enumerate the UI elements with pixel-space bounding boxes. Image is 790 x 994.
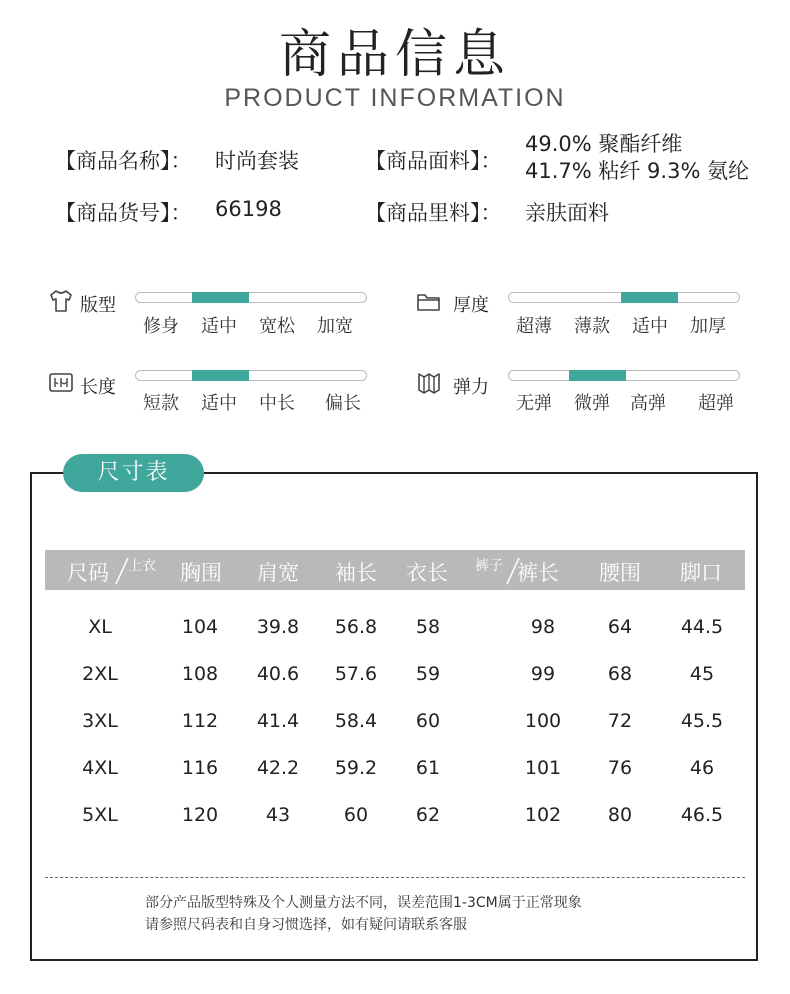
folder-icon: [416, 289, 442, 315]
table-cell: 40.6: [256, 663, 300, 685]
attr-fit-option: 加宽: [317, 316, 353, 337]
attr-thickness-option: 薄款: [574, 316, 610, 337]
header-col: 腰围: [599, 561, 641, 585]
attr-elasticity-option: 高弹: [630, 393, 666, 414]
row-size: 2XL: [82, 663, 118, 685]
attr-fit-label: 版型: [80, 295, 116, 316]
attr-length-option: 中长: [259, 393, 295, 414]
table-cell: 46.5: [680, 804, 724, 826]
size-table-header: [45, 550, 745, 590]
product-lining-value: 亲肤面料: [525, 201, 609, 225]
product-fabric-label: 【商品面料】：: [365, 149, 502, 173]
table-cell: 61: [415, 757, 441, 779]
table-cell: 99: [530, 663, 556, 685]
table-cell: 41.4: [256, 710, 300, 732]
row-size: 5XL: [82, 804, 118, 826]
row-size: 3XL: [82, 710, 118, 732]
ruler-icon: [48, 370, 74, 396]
table-cell: 120: [181, 804, 219, 826]
table-cell: 62: [415, 804, 441, 826]
attr-length-option: 偏长: [325, 393, 361, 414]
table-cell: 108: [181, 663, 219, 685]
header-pants-label: 裤子: [475, 558, 503, 574]
table-cell: 68: [607, 663, 633, 685]
table-cell: 112: [181, 710, 219, 732]
attr-elasticity-fill: [569, 370, 626, 381]
attr-length-fill: [192, 370, 249, 381]
table-cell: 45: [689, 663, 715, 685]
page-title: 商品信息: [278, 25, 511, 85]
table-cell: 101: [524, 757, 562, 779]
attr-length: [48, 370, 74, 400]
table-cell: 56.8: [334, 616, 378, 638]
product-fabric-line1: 49.0% 聚酯纤维: [525, 132, 683, 156]
product-sku-value: 66198: [215, 197, 282, 221]
product-name-label: 【商品名称】：: [55, 149, 192, 173]
table-cell: 72: [607, 710, 633, 732]
size-table-tab: 尺寸表: [63, 454, 204, 492]
row-size: 4XL: [82, 757, 118, 779]
table-cell: 59: [415, 663, 441, 685]
attr-thickness-option: 适中: [632, 316, 668, 337]
table-cell: 46: [689, 757, 715, 779]
table-cell: 58.4: [334, 710, 378, 732]
table-cell: 58: [415, 616, 441, 638]
product-fabric-line2: 41.7% 粘纤 9.3% 氨纶: [525, 159, 750, 183]
attr-fit: [48, 288, 74, 318]
attr-thickness-fill: [621, 292, 678, 303]
header-col: 胸围: [180, 561, 222, 585]
table-cell: 76: [607, 757, 633, 779]
row-size: XL: [88, 616, 112, 638]
attr-fit-option: 适中: [201, 316, 237, 337]
attr-elasticity: [416, 369, 442, 399]
table-cell: 116: [181, 757, 219, 779]
note-line-1: 部分产品版型特殊及个人测量方法不同，误差范围1-3CM属于正常现象: [145, 895, 582, 911]
attr-fit-option: 宽松: [259, 316, 295, 337]
attr-length-label: 长度: [80, 377, 116, 398]
divider: [45, 877, 745, 878]
table-cell: 100: [524, 710, 562, 732]
product-lining-label: 【商品里料】：: [365, 201, 502, 225]
tshirt-icon: [48, 288, 74, 314]
table-cell: 60: [415, 710, 441, 732]
stretch-icon: [416, 369, 442, 395]
attr-fit-option: 修身: [143, 316, 179, 337]
header-col: 衣长: [406, 561, 448, 585]
header-divider: [115, 556, 129, 586]
attr-thickness: [416, 289, 442, 319]
attr-elasticity-label: 弹力: [453, 377, 489, 398]
header-col: 肩宽: [257, 561, 299, 585]
product-name-value: 时尚套装: [215, 149, 299, 173]
attr-elasticity-option: 无弹: [516, 393, 552, 414]
header-col: 裤长: [517, 561, 559, 585]
attr-length-option: 适中: [201, 393, 237, 414]
table-cell: 39.8: [256, 616, 300, 638]
attr-thickness-label: 厚度: [453, 295, 489, 316]
page-subtitle: PRODUCT INFORMATION: [224, 84, 566, 112]
table-cell: 45.5: [680, 710, 724, 732]
product-sku-label: 【商品货号】：: [55, 201, 192, 225]
attr-length-track: [135, 370, 367, 381]
table-cell: 64: [607, 616, 633, 638]
attr-elasticity-option: 超弹: [698, 393, 734, 414]
table-cell: 98: [530, 616, 556, 638]
attr-fit-fill: [192, 292, 249, 303]
table-cell: 42.2: [256, 757, 300, 779]
attr-fit-track: [135, 292, 367, 303]
table-cell: 80: [607, 804, 633, 826]
table-cell: 57.6: [334, 663, 378, 685]
table-cell: 104: [181, 616, 219, 638]
table-cell: 60: [343, 804, 369, 826]
table-cell: 102: [524, 804, 562, 826]
attr-thickness-track: [508, 292, 740, 303]
attr-length-option: 短款: [143, 393, 179, 414]
attr-thickness-option: 加厚: [690, 316, 726, 337]
header-col: 袖长: [335, 561, 377, 585]
table-cell: 43: [265, 804, 291, 826]
attr-elasticity-track: [508, 370, 740, 381]
note-line-2: 请参照尺码表和自身习惯选择，如有疑问请联系客服: [145, 917, 467, 933]
table-cell: 59.2: [334, 757, 378, 779]
table-cell: 44.5: [680, 616, 724, 638]
header-top-label: 上衣: [128, 558, 156, 574]
attr-elasticity-option: 微弹: [574, 393, 610, 414]
header-size: 尺码: [67, 561, 109, 585]
header-col: 脚口: [680, 561, 722, 585]
attr-thickness-option: 超薄: [516, 316, 552, 337]
